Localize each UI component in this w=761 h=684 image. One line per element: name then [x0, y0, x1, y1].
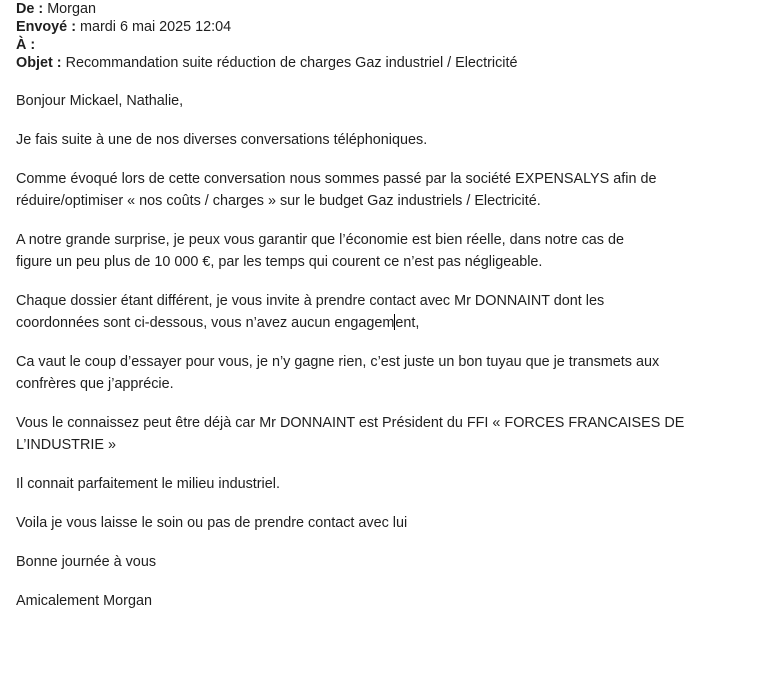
from-label: De : [16, 1, 44, 17]
paragraph-4-line-1: Chaque dossier étant différent, je vous invite à prendre contact avec Mr DONNAINT dont les [16, 293, 605, 309]
paragraph-3-line-1: A notre grande surprise, je peux vous garantir que l’économie est bien réelle, dans notre cas de [16, 232, 624, 248]
paragraph-6 [16, 412, 756, 456]
paragraph-2-line-2: réduire/optimiser « nos coûts / charges » sur le budget Gaz industriels / Electricité. [16, 193, 541, 209]
paragraph-2 [16, 168, 756, 212]
email-header [16, 0, 756, 72]
paragraph-6-line-1: Vous le connaissez peut être déjà car Mr DONNAINT est Président du FFI « FORCES FRANCAISES DE [16, 415, 685, 431]
sent-line [16, 18, 756, 36]
email-body[interactable] [16, 90, 756, 612]
to-label: À : [16, 37, 36, 53]
subject-line [16, 54, 756, 72]
subject-label: Objet : [16, 55, 62, 71]
paragraph-5-line-2: confrères que j’apprécie. [16, 376, 174, 392]
paragraph-6-line-2: L’INDUSTRIE » [16, 437, 116, 453]
paragraph-5 [16, 351, 756, 395]
from-line [16, 0, 756, 18]
paragraph-9: Bonne journée à vous [16, 554, 157, 570]
email-message [16, 0, 756, 629]
paragraph-8: Voila je vous laisse le soin ou pas de prendre contact avec lui [16, 515, 408, 531]
paragraph-4-line-2-start: coordonnées sont ci-dessous, vous n’avez aucun engagem [16, 315, 395, 331]
paragraph-7: Il connait parfaitement le milieu industriel. [16, 476, 280, 492]
to-line [16, 36, 756, 54]
signature: Amicalement Morgan [16, 593, 152, 609]
paragraph-2-line-1: Comme évoqué lors de cette conversation nous sommes passé par la société EXPENSALYS afin de [16, 171, 657, 187]
paragraph-4 [16, 290, 756, 334]
sent-label: Envoyé : [16, 19, 76, 35]
sent-value: mardi 6 mai 2025 12:04 [79, 19, 232, 35]
paragraph-5-line-1: Ca vaut le coup d’essayer pour vous, je n’y gagne rien, c’est juste un bon tuyau que je transmets aux [16, 354, 660, 370]
paragraph-3 [16, 229, 756, 273]
paragraph-1: Je fais suite à une de nos diverses conversations téléphoniques. [16, 132, 428, 148]
greeting: Bonjour Mickael, Nathalie, [16, 93, 184, 109]
paragraph-3-line-2: figure un peu plus de 10 000 €, par les temps qui courent ce n’est pas négligeable. [16, 254, 543, 270]
subject-value: Recommandation suite réduction de charges Gaz industriel / Electricité [65, 55, 518, 71]
from-value: Morgan [47, 1, 96, 17]
paragraph-4-line-2-end: ent, [395, 315, 420, 331]
